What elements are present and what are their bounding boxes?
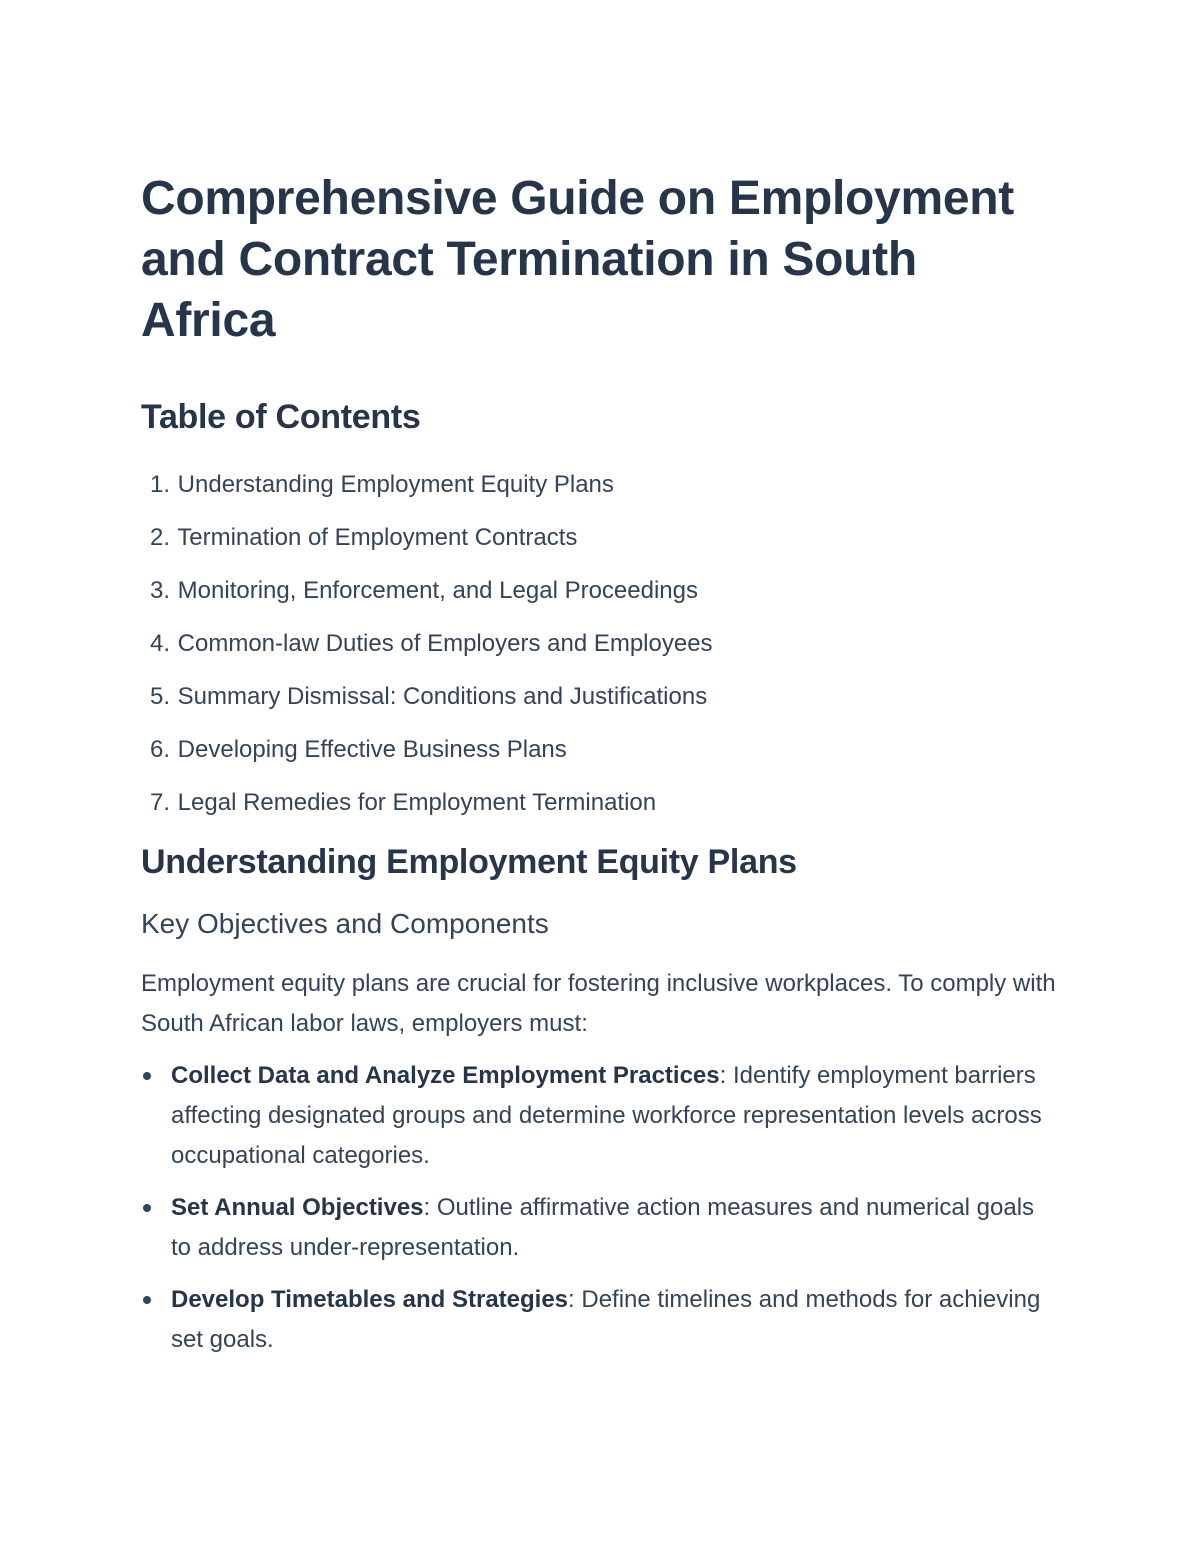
list-item: [141, 1188, 1056, 1268]
list-item-text: : Identify employment barriers affecting designated groups and determine workforce representation levels across occupational categories.: [171, 1062, 1042, 1169]
toc-item[interactable]: [141, 787, 1056, 819]
toc-item-label: Understanding Employment Equity Plans: [177, 471, 614, 498]
bullet-icon: [143, 1296, 151, 1304]
bullet-icon: [143, 1072, 151, 1080]
toc-item[interactable]: [141, 681, 1056, 713]
table-of-contents: [141, 469, 1056, 819]
list-item: [141, 1056, 1056, 1176]
toc-item-label: Termination of Employment Contracts: [177, 524, 578, 551]
subsection-heading: Key Objectives and Components: [141, 908, 549, 939]
toc-item-number: 2.: [149, 524, 170, 551]
list-item: [141, 1280, 1056, 1360]
bullet-icon: [143, 1204, 151, 1212]
toc-item-label: Legal Remedies for Employment Termination: [177, 789, 657, 816]
toc-item-number: 4.: [149, 630, 170, 657]
toc-item-label: Monitoring, Enforcement, and Legal Proceedings: [177, 577, 698, 604]
toc-item-label: Summary Dismissal: Conditions and Justifications: [177, 683, 708, 710]
toc-item-number: 1.: [149, 471, 170, 498]
list-item-term: Collect Data and Analyze Employment Practices: [171, 1062, 720, 1089]
list-item-text: : Define timelines and methods for achieving set goals.: [171, 1286, 1041, 1353]
toc-item[interactable]: [141, 734, 1056, 766]
objectives-list: [141, 1056, 1056, 1360]
toc-item-number: 7.: [149, 789, 170, 816]
toc-heading: Table of Contents: [141, 398, 421, 436]
document-title: Comprehensive Guide on Employment and Contract Termination in South Africa: [141, 172, 1014, 347]
list-item-text: : Outline affirmative action measures and numerical goals to address under-representation.: [171, 1194, 1035, 1261]
toc-item-number: 3.: [149, 577, 170, 604]
section-heading: Understanding Employment Equity Plans: [141, 843, 797, 881]
toc-item-number: 6.: [149, 736, 170, 763]
toc-item[interactable]: [141, 522, 1056, 554]
toc-item-label: Developing Effective Business Plans: [177, 736, 567, 763]
intro-paragraph: Employment equity plans are crucial for fostering inclusive workplaces. To comply with South African labor laws, employers must:: [141, 970, 1056, 1037]
toc-item[interactable]: [141, 469, 1056, 501]
list-item-term: Set Annual Objectives: [171, 1194, 424, 1221]
toc-item[interactable]: [141, 628, 1056, 660]
toc-item-number: 5.: [149, 683, 170, 710]
toc-item[interactable]: [141, 575, 1056, 607]
toc-item-label: Common-law Duties of Employers and Employees: [177, 630, 713, 657]
list-item-term: Develop Timetables and Strategies: [171, 1286, 569, 1313]
document-page: [141, 168, 1056, 1372]
